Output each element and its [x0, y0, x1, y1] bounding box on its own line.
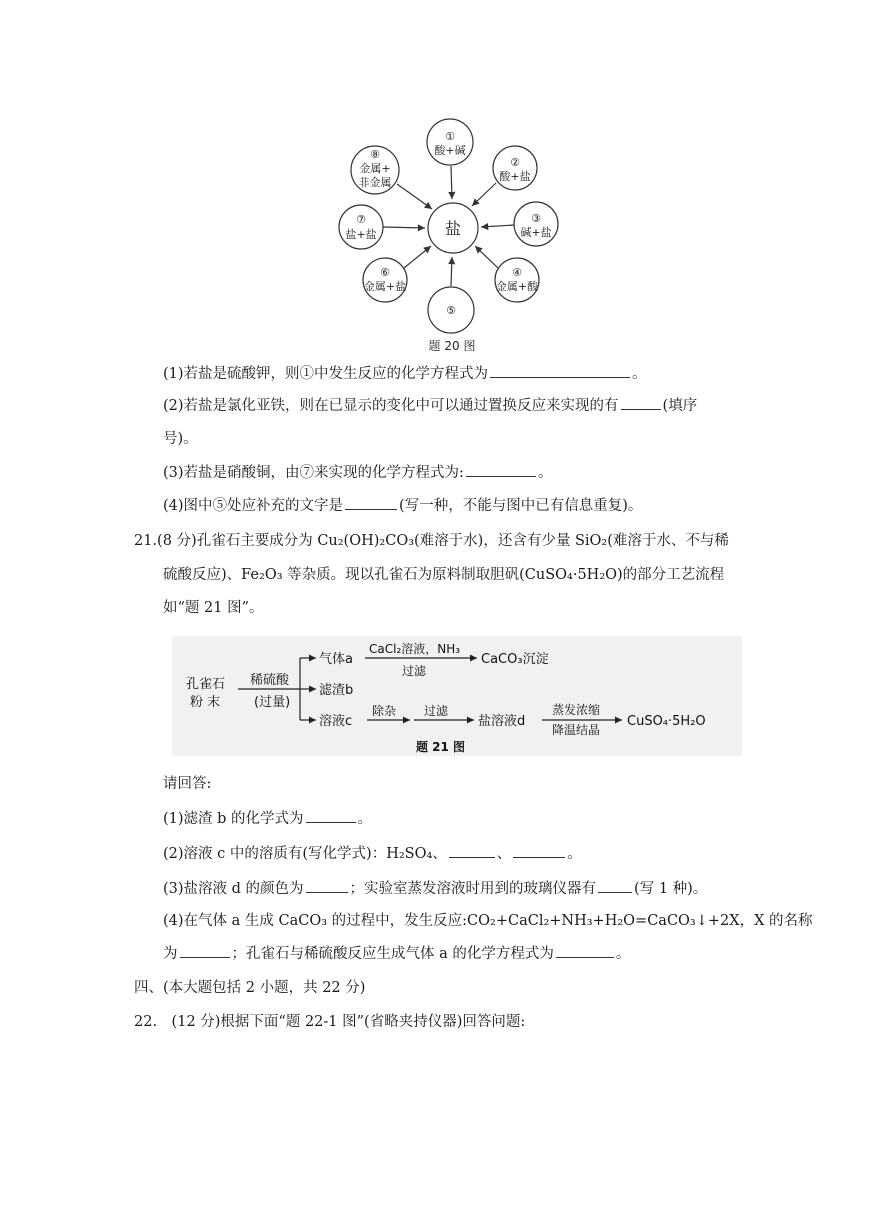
- q20-part2: [163, 398, 697, 415]
- q21-part2: [163, 846, 582, 863]
- q21-part2-sep: 、: [496, 846, 512, 862]
- q21-prompt: 请回答:: [163, 776, 212, 792]
- flow-raw-label2: 粉 末: [190, 695, 221, 710]
- q22-stem: 22. (12 分)根据下面“题 22-1 图”(省略夹持仪器)回答问题:: [134, 1014, 526, 1030]
- flow-product: CuSO₄·5H₂O: [627, 714, 706, 729]
- node-2-num: ②: [510, 156, 520, 169]
- answer-blank[interactable]: [306, 891, 348, 893]
- flow-solution: 溶液c: [319, 714, 353, 729]
- q21-part4-mid: ；孔雀石与稀硫酸反应生成气体 a 的化学方程式为: [231, 946, 554, 962]
- q21-part2-text: (2)溶液 c 中的溶质有(写化学式)：H₂SO₄、: [163, 846, 447, 862]
- section-4-heading: 四、(本大题包括 2 小题，共 22 分): [134, 980, 366, 996]
- q20-part2-cont: [163, 431, 198, 448]
- q21-part3-end: (写 1 种)。: [634, 881, 708, 897]
- figure-20-caption: 题 20 图: [428, 339, 476, 353]
- q20-part4-text: (4)图中⑤处应补充的文字是: [163, 498, 344, 514]
- salt-center-label: 盐: [444, 219, 462, 238]
- node-8-num: ⑧: [370, 148, 380, 161]
- flow-gas-reagent: CaCl₂溶液，NH₃: [369, 642, 461, 656]
- q21-part3-mid: ；实验室蒸发溶液时用到的玻璃仪器有: [349, 881, 597, 897]
- q21-part4-cont-text: 为: [163, 946, 178, 962]
- node-4-num: ④: [512, 266, 522, 279]
- answer-blank[interactable]: [490, 376, 630, 378]
- node-7-label: 盐+盐: [345, 228, 377, 241]
- q20-part2-cont-text: 号)。: [163, 431, 198, 447]
- q21-stem-line2: 硫酸反应)、Fe₂O₃ 等杂质。现以孔雀石为原料制取胆矾(CuSO₄·5H₂O)的部分工艺流程: [163, 567, 725, 583]
- q20-part4-tail: (写一种，不能与图中已有信息重复)。: [399, 498, 643, 514]
- q20-part3-end: 。: [537, 465, 553, 481]
- flow-reagent: 稀硫酸: [250, 673, 290, 688]
- q20-part4: [163, 498, 642, 515]
- flow-step2: 过滤: [424, 704, 449, 718]
- q20-part2-tail: (填序: [662, 398, 698, 414]
- q20-part3-text: (3)若盐是硝酸铜，由⑦来实现的化学方程式为:: [163, 465, 464, 481]
- flow-gas: 气体a: [319, 652, 353, 667]
- q21-part3-text: (3)盐溶液 d 的颜色为: [163, 881, 304, 897]
- node-7-num: ⑦: [356, 213, 366, 226]
- figure-20-salt-diagram: [330, 110, 570, 356]
- flow-step3a: 蒸发浓缩: [552, 703, 601, 717]
- answer-blank[interactable]: [345, 508, 397, 510]
- answer-blank[interactable]: [621, 408, 661, 410]
- node-6-num: ⑥: [380, 266, 390, 279]
- q21-part1-text: (1)滤渣 b 的化学式为: [163, 811, 304, 827]
- flow-gas-op: 过滤: [402, 664, 427, 678]
- node-3-num: ③: [531, 212, 541, 225]
- answer-blank[interactable]: [180, 956, 230, 958]
- q20-part1-text: (1)若盐是硫酸钾，则①中发生反应的化学方程式为: [163, 366, 489, 382]
- figure-21-process-flow: [172, 636, 742, 756]
- answer-blank[interactable]: [598, 891, 632, 893]
- q21-part2-end: 。: [567, 846, 582, 862]
- q21-part4-end: 。: [615, 946, 631, 962]
- flow-step3b: 降温结晶: [552, 723, 601, 737]
- flow-residue: 滤渣b: [319, 683, 354, 698]
- q20-part1-end: 。: [632, 366, 647, 382]
- answer-blank[interactable]: [513, 856, 565, 858]
- node-4-label: 金属+酸: [495, 280, 539, 293]
- node-8-label: 金属+: [359, 162, 391, 175]
- node-2-label: 酸+盐: [499, 170, 531, 183]
- answer-blank[interactable]: [556, 956, 614, 958]
- q21-part1-end: 。: [357, 811, 373, 827]
- figure-21-caption: 题 21 图: [416, 740, 466, 754]
- q20-part2-text: (2)若盐是氯化亚铁，则在已显示的变化中可以通过置换反应来实现的有: [163, 398, 619, 414]
- node-1-label: 酸+碱: [434, 144, 466, 157]
- q21-part4: (4)在气体 a 生成 CaCO₃ 的过程中，发生反应:CO₂+CaCl₂+NH₃+H₂O=CaCO₃↓+2X，X 的名称: [163, 913, 813, 929]
- flow-reagent-note: (过量): [254, 695, 291, 710]
- answer-blank[interactable]: [449, 856, 495, 858]
- q20-part3: [163, 465, 552, 482]
- node-1-num: ①: [445, 130, 455, 143]
- q21-part4-cont: [163, 946, 630, 963]
- flow-salt: 盐溶液d: [478, 714, 526, 729]
- q21-stem-line1: 21.(8 分)孔雀石主要成分为 Cu₂(OH)₂CO₃(难溶于水)，还含有少量 SiO₂(难溶于水、不与稀: [134, 533, 729, 549]
- flow-gas-product: CaCO₃沉淀: [481, 652, 549, 667]
- node-3-label: 碱+盐: [520, 226, 552, 239]
- q21-stem-line3: 如“题 21 图”。: [163, 600, 264, 616]
- flow-step1: 除杂: [372, 704, 397, 718]
- node-5-num: ⑤: [446, 304, 456, 317]
- answer-blank[interactable]: [306, 821, 356, 823]
- q21-part1: [163, 811, 372, 828]
- answer-blank[interactable]: [466, 475, 536, 477]
- node-8-label2: 非金属: [358, 176, 392, 189]
- q20-part1: [163, 366, 647, 383]
- node-6-label: 金属+盐: [363, 280, 407, 293]
- q21-part3: [163, 881, 707, 898]
- flow-raw-label: 孔雀石: [186, 677, 226, 692]
